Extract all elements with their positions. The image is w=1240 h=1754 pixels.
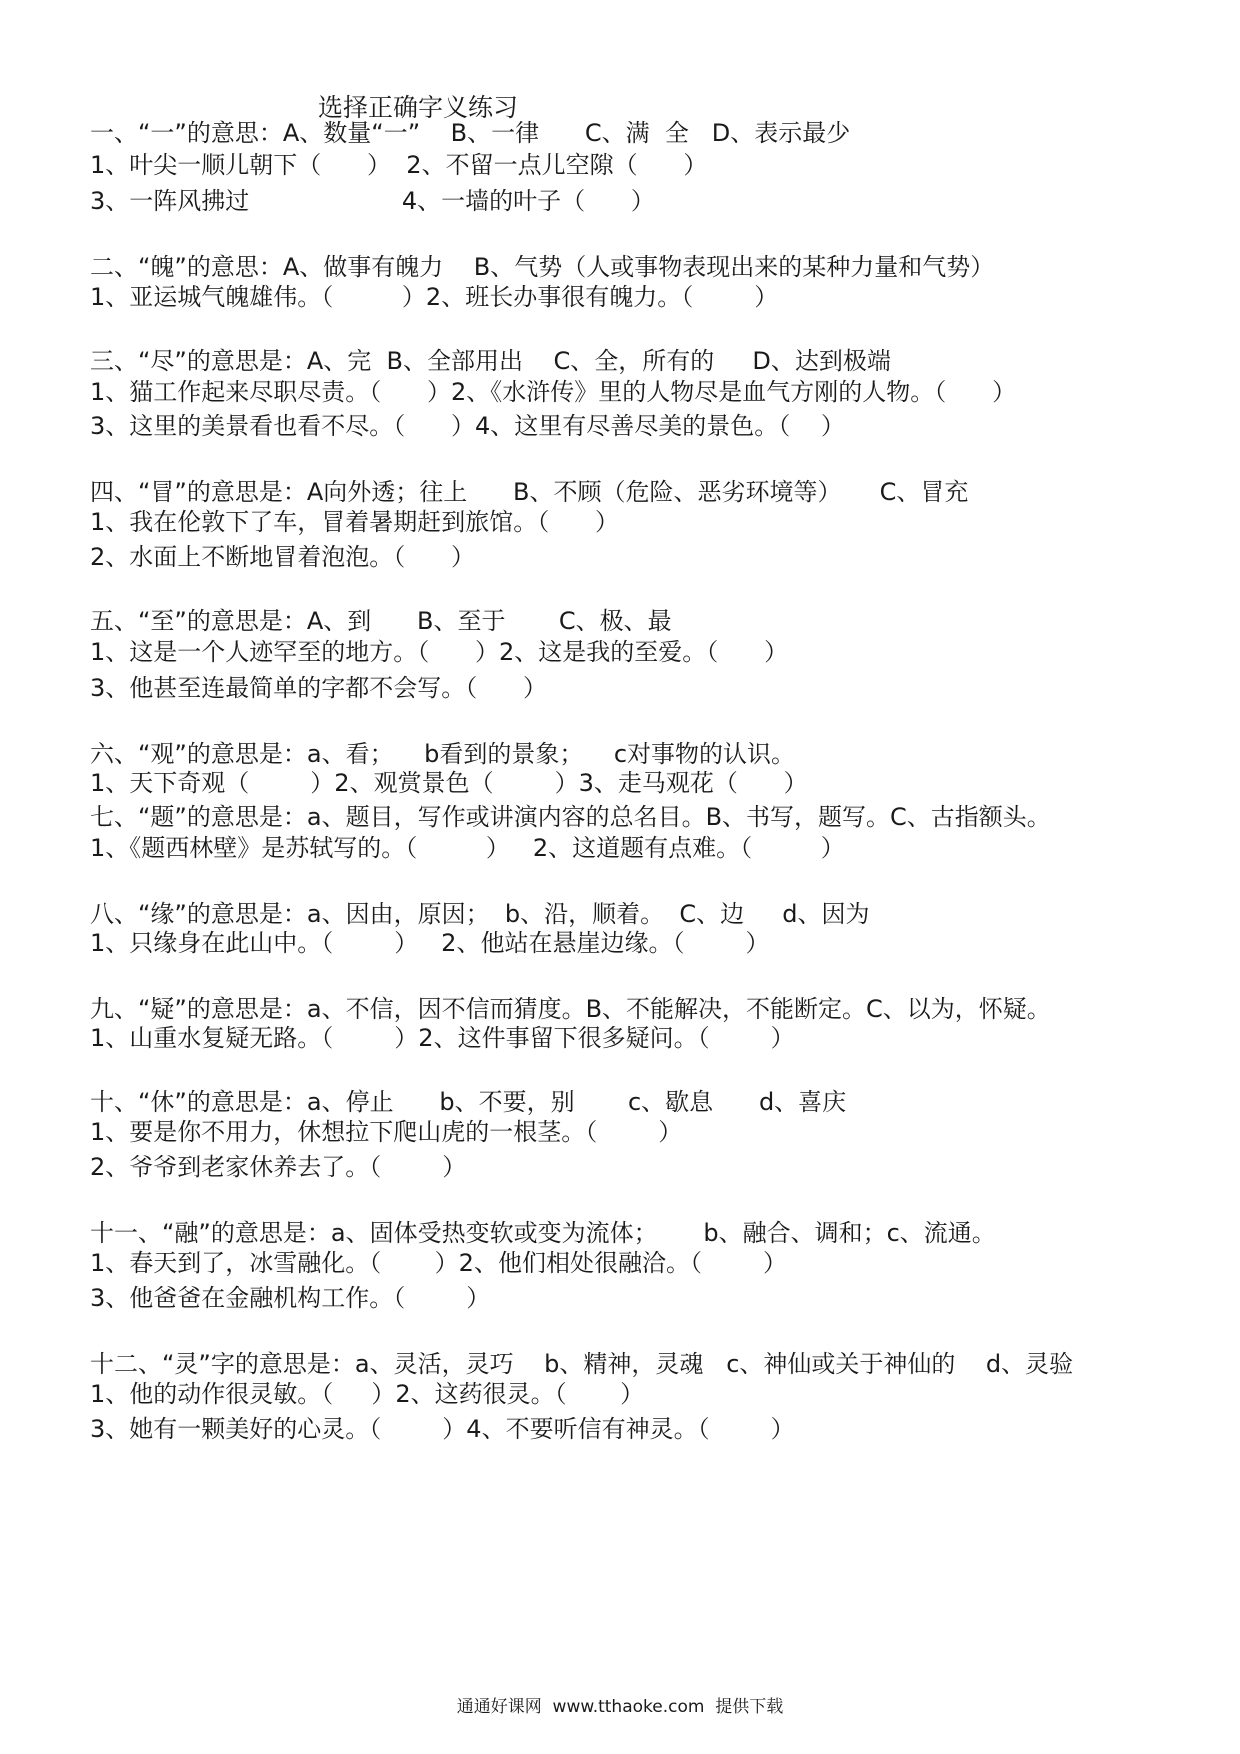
- section-2-meaning: 二、“魄”的意思：A、做事有魄力 B、气势（人或事物表现出来的某种力量和气势）: [90, 253, 995, 281]
- section-1-question-2: 3、一阵风拂过 4、一墙的叶子（ ）: [90, 187, 655, 215]
- section-11-question-2: 3、他爸爸在金融机构工作。（ ）: [90, 1284, 491, 1312]
- section-10-meaning: 十、“休”的意思是：a、停止 b、不要，别 c、歇息 d、喜庆: [90, 1088, 847, 1116]
- section-10-question-2: 2、爷爷到老家休养去了。（ ）: [90, 1153, 467, 1181]
- section-7-question-1: 1、《题西林壁》是苏轼写的。（ ） 2、这道题有点难。（ ）: [90, 834, 845, 862]
- section-8-meaning: 八、“缘”的意思是：a、因由，原因； b、沿，顺着。 C、边 d、因为: [90, 900, 870, 928]
- section-1-question-1: 1、叶尖一顺儿朝下（ ） 2、不留一点儿空隙（ ）: [90, 151, 708, 179]
- section-9-question-1: 1、山重水复疑无路。（ ）2、这件事留下很多疑问。（ ）: [90, 1024, 795, 1052]
- section-4-meaning: 四、“冒”的意思是：A向外透；往上 B、不顾（危险、恶劣环境等） C、冒充: [90, 478, 969, 506]
- section-4-question-1: 1、我在伦敦下了车，冒着暑期赶到旅馆。（ ）: [90, 508, 620, 536]
- section-5-question-1: 1、这是一个人迹罕至的地方。（ ）2、这是我的至爱。（ ）: [90, 638, 789, 666]
- section-8-question-1: 1、只缘身在此山中。（ ） 2、他站在悬崖边缘。（ ）: [90, 929, 770, 957]
- section-10-question-1: 1、要是你不用力，休想拉下爬山虎的一根茎。（ ）: [90, 1118, 683, 1146]
- section-12-question-2: 3、她有一颗美好的心灵。（ ）4、不要听信有神灵。（ ）: [90, 1415, 795, 1443]
- section-6-question-1: 1、天下奇观（ ）2、观赏景色（ ）3、走马观花（ ）: [90, 769, 808, 797]
- section-5-meaning: 五、“至”的意思是：A、到 B、至于 C、极、最: [90, 607, 672, 635]
- section-11-question-1: 1、春天到了，冰雪融化。（ ）2、他们相处很融洽。（ ）: [90, 1249, 787, 1277]
- section-2-question-1: 1、亚运城气魄雄伟。（ ）2、班长办事很有魄力。（ ）: [90, 283, 779, 311]
- section-3-question-2: 3、这里的美景看也看不尽。（ ）4、这里有尽善尽美的景色。（ ）: [90, 412, 845, 440]
- section-3-question-1: 1、猫工作起来尽职尽责。（ ）2、《水浒传》里的人物尽是血气方刚的人物。（ ）: [90, 378, 1017, 406]
- page-footer: 通通好课网 www.tthaoke.com 提供下载: [456, 1697, 784, 1717]
- section-1-meaning: 一、“一”的意思：A、数量“一” B、一律 C、满 全 D、表示最少: [90, 119, 851, 147]
- section-12-meaning: 十二、“灵”字的意思是：a、灵活，灵巧 b、精神，灵魂 c、神仙或关于神仙的 d、灵验: [90, 1350, 1074, 1378]
- section-3-meaning: 三、“尽”的意思是：A、完 B、全部用出 C、全，所有的 D、达到极端: [90, 347, 891, 375]
- section-7-meaning: 七、“题”的意思是：a、题目，写作或讲演内容的总名目。B、书写，题写。C、古指额头。: [90, 803, 1051, 831]
- page-title: 选择正确字义练习: [318, 93, 519, 122]
- section-6-meaning: 六、“观”的意思是：a、看； b看到的景象； c对事物的认识。: [90, 740, 796, 768]
- section-5-question-2: 3、他甚至连最简单的字都不会写。（ ）: [90, 674, 548, 702]
- section-9-meaning: 九、“疑”的意思是：a、不信，因不信而猜度。B、不能解决，不能断定。C、以为，怀疑。: [90, 995, 1051, 1023]
- section-4-question-2: 2、水面上不断地冒着泡泡。（ ）: [90, 543, 476, 571]
- section-12-question-1: 1、他的动作很灵敏。（ ）2、这药很灵。（ ）: [90, 1380, 645, 1408]
- section-11-meaning: 十一、“融”的意思是：a、固体受热变软或变为流体； b、融合、调和；c、流通。: [90, 1219, 996, 1247]
